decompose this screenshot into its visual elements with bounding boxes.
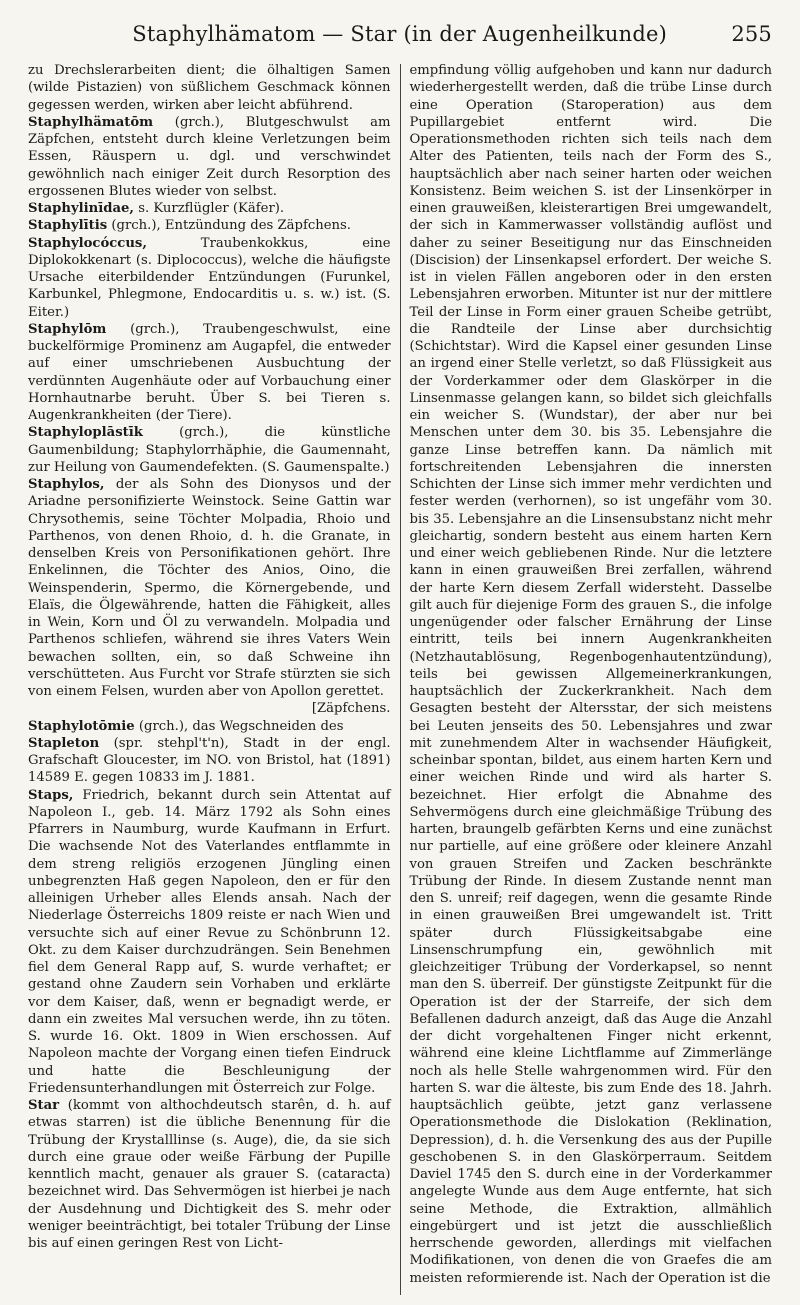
entry: Stapleton (spr. stehpl't'n), Stadt in der engl. Grafschaft Gloucester, im NO. von Bristol, hat (1891) 14589 E. gegen 10833 im J. 1881. [28,735,391,786]
text-columns [28,62,772,1295]
entry: Staphylocóccus, Traubenkokkus, eine Diplokokkenart (s. Diplococcus), welche die häufigste Ursache eiterbildender Entzündungen (Furunkel, Karbunkel, Phlegmone, Endocarditis u. s. w.) ist. (S. Eiter.) [28,235,391,320]
entry: [Zäpfchens. [311,701,391,717]
page-header [28,22,772,52]
page-number: 255 [731,22,772,46]
right-column [401,62,773,1295]
entry: Staphylōm (grch.), Traubengeschwulst, eine buckelförmige Prominenz am Augapfel, die entweder auf einer umschriebenen Ausbuchtung der verdünnten Augenhäute oder auf Vorbauchung einer Hornhautnarbe beruht. Über S. bei Tieren s. Augenkrankheiten (der Tiere). [28,321,391,423]
entry: Staphylītis (grch.), Entzündung des Zäpfchens. [28,218,351,234]
entry: Staphylhämatōm (grch.), Blutgeschwulst am Zäpfchen, entsteht durch kleine Verletzungen beim Essen, Räuspern u. dgl. und verschwindet gewöhnlich nach einiger Zeit durch Resorption des ergossenen Blutes wieder von selbst. [28,114,391,199]
entry: empfindung völlig aufgehoben und kann nur dadurch wiederhergestellt werden, daß die trübe Linse durch eine Operation (Staroperation) aus dem Pupillargebiet entfernt wird. Die Operationsmethoden richten sich teils nach dem Alter des Patienten, teils nach der Form des S., hauptsächlich aber nach seiner harten oder weichen Konsistenz. Beim weichen S. ist der Linsenkörper in einen grauweißen, kleisterartigen Brei umgewandelt, der sich in Kammerwasser vollständig auflöst und daher zu seiner Beseitigung nur das Einschneiden (Discision) der Linsenkapsel erfordert. Der weiche S. ist in vielen Fällen angeboren oder in den ersten Lebensjahren erworben. Mitunter ist nur der mittlere Teil der Linse in Form einer grauen Scheibe getrübt, die Randteile der Linse aber durchsichtig (Schichtstar). Wird die Kapsel einer gesunden Linse an irgend einer Stelle verletzt, so daß Flüssigkeit aus der Vorderkammer oder dem Glaskörper in die Linsenmasse gelangen kann, so bildet sich gleichfalls ein weicher S. (Wundstar), der aber nur bei Menschen unter dem 30. bis 35. Lebensjahre die ganze Linse betreffen kann. Da nämlich mit fortschreitenden Lebensjahren die innersten Schichten der Linse sich immer mehr verdichten und fester werden (verhornen), so ist ungefähr vom 30. bis 35. Lebensjahre an die Linsensubstanz nicht mehr gleichartig, sondern besteht aus einem harten Kern und einer weich gebliebenen Rinde. Nur die letztere kann in einen grauweißen Brei zerfallen, während der harte Kern diesem Zerfall widersteht. Dasselbe gilt auch für diejenige Form des grauen S., die infolge ungenügender oder falscher Ernährung der Linse eintritt, teils bei innern Augenkrankheiten (Netzhautablösung, Regenbogenhautentzündung), teils bei gewissen Allgemeinerkrankungen, hauptsächlich der Zuckerkrankheit. Nach dem Gesagten besteht der Altersstar, der sich meistens bei Leuten jenseits des 50. Lebensjahres und zwar mit zunehmendem Alter in wachsender Häufigkeit, scheinbar spontan, bildet, aus einem harten Kern und einer weichen Rinde und wird als harter S. bezeichnet. Hier erfolgt die Abnahme des Sehvermögens durch eine gleichmäßige Trübung des harten, braungelb gefärbten Kerns und eine zunächst nur partielle, auf eine größere oder kleinere Anzahl von grauen Streifen und Zacken beschränkte Trübung der Rinde. In diesem Zustande nennt man den S. unreif; reif dagegen, wenn die gesamte Rinde in einen grauweißen Brei umgewandelt ist. Tritt später durch Flüssigkeitsabgabe eine Linsenschrumpfung ein, gewöhnlich mit gleichzeitiger Trübung der Vorderkapsel, so nennt man den S. überreif. Der günstigste Zeitpunkt für die Operation ist der der Starreife, der sich dem Befallenen dadurch anzeigt, daß das Auge die Anzahl der dicht vorgehaltenen Finger nicht erkennt, während eine kleine Lichtflamme auf Zimmerlänge noch als helle Stelle wahrgenommen wird. Für den harten S. war die älteste, bis zum Ende des 18. Jahrh. hauptsächlich geübte, jetzt ganz verlassene Operationsmethode die Dislokation (Reklination, Depression), d. h. die Versenkung des aus der Pupille geschobenen S. in den Glaskörperraum. Seitdem Daviel 1745 den S. durch eine in der Vorderkammer angelegte Wunde aus dem Auge entfernte, hat sich seine Methode, die Extraktion, allmählich eingebürgert und ist jetzt die ausschließlich herrschende geworden, allerdings mit vielfachen Modifikationen, von denen die von Graefes die am meisten reformierende ist. Nach der Operation ist die [409,63,773,1286]
left-column [28,62,400,1295]
running-title: Staphylhämatom — Star (in der Augenheilkunde) [132,22,668,46]
entry: Staphylinīdae, s. Kurzflügler (Käfer). [28,201,285,216]
entry: Staphylotōmie (grch.), das Wegschneiden des [28,718,344,734]
entry: zu Drechslerarbeiten dient; die ölhaltigen Samen (wilde Pistazien) von süßlichem Geschmack können gegessen werden, wirken aber leicht abführend. [28,63,391,113]
entry: Staps, Friedrich, bekannt durch sein Attentat auf Napoleon I., geb. 14. März 1792 als Sohn eines Pfarrers in Naumburg, wurde Kaufmann in Erfurt. Die wachsende Not des Vaterlandes entflammte in dem streng religiös erzogenen Jüngling einen unbegrenzten Haß gegen Napoleon, den er für den alleinigen Urheber alles Elends ansah. Nach der Niederlage Österreichs 1809 reiste er nach Wien und versuchte sich auf einer Revue zu Schönbrunn 12. Okt. zu dem Kaiser durchzudrängen. Sein Benehmen fiel dem General Rapp auf, S. wurde verhaftet; er gestand ohne Zaudern sein Vorhaben und erklärte vor dem Kaiser, daß, wenn er begnadigt werde, er dann ein zweites Mal versuchen werde, ihn zu töten. S. wurde 16. Okt. 1809 in Wien erschossen. Auf Napoleon machte der Vorgang einen tiefen Eindruck und hatte die Beschleunigung der Friedensunterhandlungen mit Österreich zur Folge. [28,787,391,1096]
entry: Staphylos, der als Sohn des Dionysos und der Ariadne personifizierte Weinstock. Seine Gattin war Chrysothemis, seine Töchter Molpadia, Rhoio und Parthenos, von denen Rhoio, d. h. die Granate, in denselben Kreis von Personifikationen gehört. Ihre Enkelinnen, die Töchter des Anios, Oino, die Weinspenderin, Spermo, die Körnergebende, und Elaïs, die Ölgewährende, hatten die Fähigkeit, alles in Wein, Korn und Öl zu verwandeln. Molpadia und Parthenos schliefen, während sie ihres Vaters Wein bewachen sollten, ein, so daß Schweine ihn verschütteten. Aus Furcht vor Strafe stürzten sie sich von einem Felsen, wurden aber von Apollon gerettet. [28,477,391,699]
entry: Star (kommt von althochdeutsch starên, d. h. auf etwas starren) ist die übliche Benennung für die Trübung der Krystalllinse (s. Auge), die, da sie sich durch eine graue oder weiße Färbung der Pupille kenntlich macht, genauer als grauer S. (cataracta) bezeichnet wird. Das Sehvermögen ist hierbei je nach der Ausdehnung und Dichtigkeit des S. mehr oder weniger beeinträchtigt, bei totaler Trübung der Linse bis auf einen geringen Rest von Licht- [28,1098,391,1251]
entry: Staphyloplāstīk (grch.), die künstliche Gaumenbildung; Staphylorrhăphie, die Gaumennaht, zur Heilung von Gaumendefekten. (S. Gaumenspalte.) [28,425,391,475]
